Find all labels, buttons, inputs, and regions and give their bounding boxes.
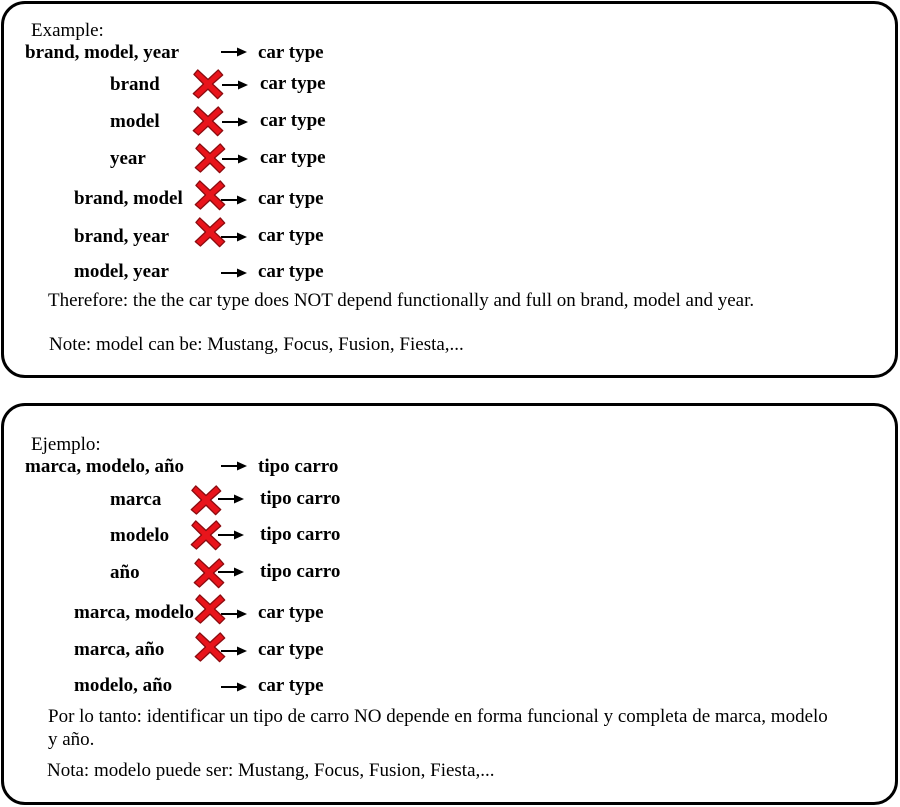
- fd-rhs: tipo carro: [260, 488, 341, 509]
- red-x-icon: [194, 179, 226, 211]
- fd-rhs: car type: [258, 639, 324, 660]
- fd-lhs: modelo: [110, 525, 170, 546]
- fd-lhs: year: [110, 148, 146, 169]
- fd-rhs: car type: [258, 188, 324, 209]
- english-conclusion: Therefore: the the car type does NOT depend functionally and full on brand, model and year.: [48, 290, 755, 311]
- fd-rhs: car type: [258, 602, 324, 623]
- fd-lhs: model, year: [74, 261, 169, 282]
- red-x-icon: [194, 216, 226, 248]
- fd-rhs: tipo carro: [260, 561, 341, 582]
- fd-rhs: tipo carro: [258, 456, 339, 477]
- fd-rhs: tipo carro: [260, 524, 341, 545]
- fd-lhs: marca: [110, 489, 162, 510]
- spanish-note: Nota: modelo puede ser: Mustang, Focus, Fusion, Fiesta,...: [47, 760, 495, 781]
- red-x-icon: [190, 484, 222, 516]
- fd-lhs: marca, año: [74, 639, 165, 660]
- right-arrow-icon: [221, 47, 247, 57]
- fd-rhs: car type: [258, 42, 324, 63]
- red-x-icon: [193, 557, 225, 589]
- fd-lhs: año: [110, 562, 140, 583]
- spanish-conclusion-line1: Por lo tanto: identificar un tipo de carro NO depende en forma funcional y completa de marca, modelo: [48, 706, 828, 727]
- red-x-icon: [194, 593, 226, 625]
- right-arrow-icon: [222, 117, 248, 127]
- fd-rhs: car type: [260, 110, 326, 131]
- english-heading: Example:: [31, 20, 104, 41]
- fd-lhs: marca, modelo: [74, 602, 194, 623]
- fd-rhs: car type: [260, 73, 326, 94]
- right-arrow-icon: [221, 268, 247, 278]
- fd-lhs: modelo, año: [74, 675, 173, 696]
- fd-lhs: brand: [110, 74, 160, 95]
- fd-rhs: car type: [258, 225, 324, 246]
- red-x-icon: [192, 105, 224, 137]
- red-x-icon: [194, 631, 226, 663]
- red-x-icon: [194, 142, 226, 174]
- fd-lhs: model: [110, 111, 160, 132]
- fd-lhs: brand, model, year: [25, 42, 180, 63]
- fd-rhs: car type: [260, 147, 326, 168]
- spanish-conclusion-line2: y año.: [48, 729, 95, 750]
- red-x-icon: [190, 519, 222, 551]
- fd-lhs: brand, model: [74, 188, 183, 209]
- right-arrow-icon: [221, 461, 247, 471]
- english-note: Note: model can be: Mustang, Focus, Fusion, Fiesta,...: [49, 334, 464, 355]
- right-arrow-icon: [221, 682, 247, 692]
- fd-lhs: brand, year: [74, 226, 169, 247]
- right-arrow-icon: [222, 80, 248, 90]
- red-x-icon: [192, 68, 224, 100]
- spanish-heading: Ejemplo:: [31, 434, 101, 455]
- fd-rhs: car type: [258, 261, 324, 282]
- fd-lhs: marca, modelo, año: [25, 456, 185, 477]
- fd-rhs: car type: [258, 675, 324, 696]
